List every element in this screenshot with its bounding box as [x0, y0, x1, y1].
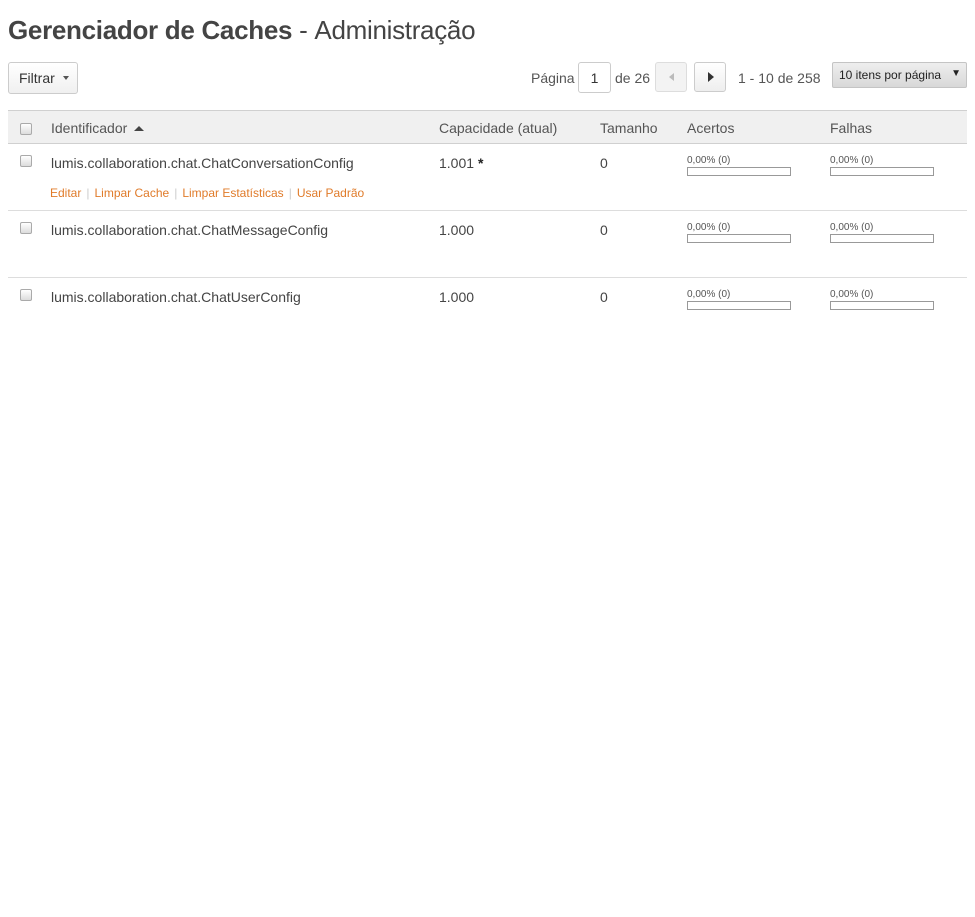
- page-title-separator: -: [299, 15, 308, 45]
- cache-capacity-value: 1.000: [439, 289, 475, 305]
- column-header-size[interactable]: Tamanho: [600, 120, 658, 136]
- caret-down-icon: [63, 76, 69, 80]
- caches-table: [8, 110, 967, 345]
- action-divider: |: [86, 186, 90, 200]
- column-header-misses[interactable]: Falhas: [830, 120, 873, 136]
- filter-button-label: Filtrar: [19, 70, 55, 86]
- column-header-identifier-label: Identificador: [51, 120, 128, 136]
- range-label: 1 - 10 de 258: [738, 70, 821, 86]
- misses-meter-label: 0,00% (0): [830, 289, 874, 300]
- page-title-main: Gerenciador de Caches: [8, 15, 293, 45]
- cache-capacity: [439, 155, 484, 171]
- hits-meter-bar: [687, 167, 791, 176]
- hits-meter-label: 0,00% (0): [687, 289, 731, 300]
- filter-button[interactable]: [8, 62, 78, 94]
- misses-meter: [830, 289, 934, 310]
- column-header-capacity[interactable]: Capacidade (atual): [439, 120, 558, 136]
- cache-size: 0: [600, 289, 608, 305]
- table-row: [8, 144, 967, 211]
- clear-statistics-link[interactable]: Limpar Estatísticas: [182, 186, 284, 200]
- select-all-checkbox[interactable]: [20, 123, 32, 135]
- misses-meter: [830, 222, 934, 243]
- page-number-input[interactable]: [578, 62, 611, 93]
- items-per-page-select[interactable]: [832, 62, 967, 88]
- cache-size: 0: [600, 222, 608, 238]
- row-checkbox[interactable]: [20, 222, 32, 234]
- page-count-label: de 26: [615, 70, 651, 86]
- action-divider: |: [288, 186, 292, 200]
- hits-meter-bar: [687, 301, 791, 310]
- dropdown-arrow-icon: ▼: [951, 68, 961, 79]
- misses-meter-label: 0,00% (0): [830, 155, 874, 166]
- chevron-right-icon: [708, 72, 714, 82]
- hits-meter-label: 0,00% (0): [687, 222, 731, 233]
- cache-capacity-value: 1.000: [439, 222, 475, 238]
- cache-capacity: [439, 222, 474, 238]
- sort-ascending-icon: [134, 126, 144, 131]
- table-row: [8, 278, 967, 345]
- hits-meter-bar: [687, 234, 791, 243]
- cache-identifier: lumis.collaboration.chat.ChatMessageConfig: [51, 222, 329, 238]
- misses-meter-label: 0,00% (0): [830, 222, 874, 233]
- chevron-left-icon: [669, 73, 674, 81]
- cache-identifier: lumis.collaboration.chat.ChatUserConfig: [51, 289, 301, 305]
- row-actions: [50, 186, 364, 200]
- action-divider: |: [174, 186, 178, 200]
- clear-cache-link[interactable]: Limpar Cache: [94, 186, 170, 200]
- use-default-link[interactable]: Usar Padrão: [296, 186, 365, 200]
- previous-page-button[interactable]: [655, 62, 687, 92]
- page-label: Página: [531, 70, 575, 86]
- misses-meter-bar: [830, 301, 934, 310]
- row-checkbox[interactable]: [20, 289, 32, 301]
- cache-identifier: lumis.collaboration.chat.ChatConversationConfig: [51, 155, 354, 171]
- column-header-identifier[interactable]: [51, 120, 144, 136]
- edit-link[interactable]: Editar: [50, 186, 82, 200]
- cache-size: 0: [600, 155, 608, 171]
- hits-meter: [687, 289, 791, 310]
- misses-meter: [830, 155, 934, 176]
- capacity-modified-marker: *: [478, 155, 484, 171]
- column-header-hits[interactable]: Acertos: [687, 120, 735, 136]
- page-title: [8, 14, 475, 46]
- hits-meter: [687, 155, 791, 176]
- hits-meter: [687, 222, 791, 243]
- misses-meter-bar: [830, 167, 934, 176]
- cache-capacity-value: 1.001: [439, 155, 475, 171]
- hits-meter-label: 0,00% (0): [687, 155, 731, 166]
- row-checkbox[interactable]: [20, 155, 32, 167]
- table-header: [8, 110, 967, 144]
- misses-meter-bar: [830, 234, 934, 243]
- table-row: [8, 211, 967, 278]
- cache-capacity: [439, 289, 474, 305]
- next-page-button[interactable]: [694, 62, 726, 92]
- items-per-page-value: 10 itens por página: [839, 68, 942, 82]
- page-title-subtitle: Administração: [314, 15, 476, 45]
